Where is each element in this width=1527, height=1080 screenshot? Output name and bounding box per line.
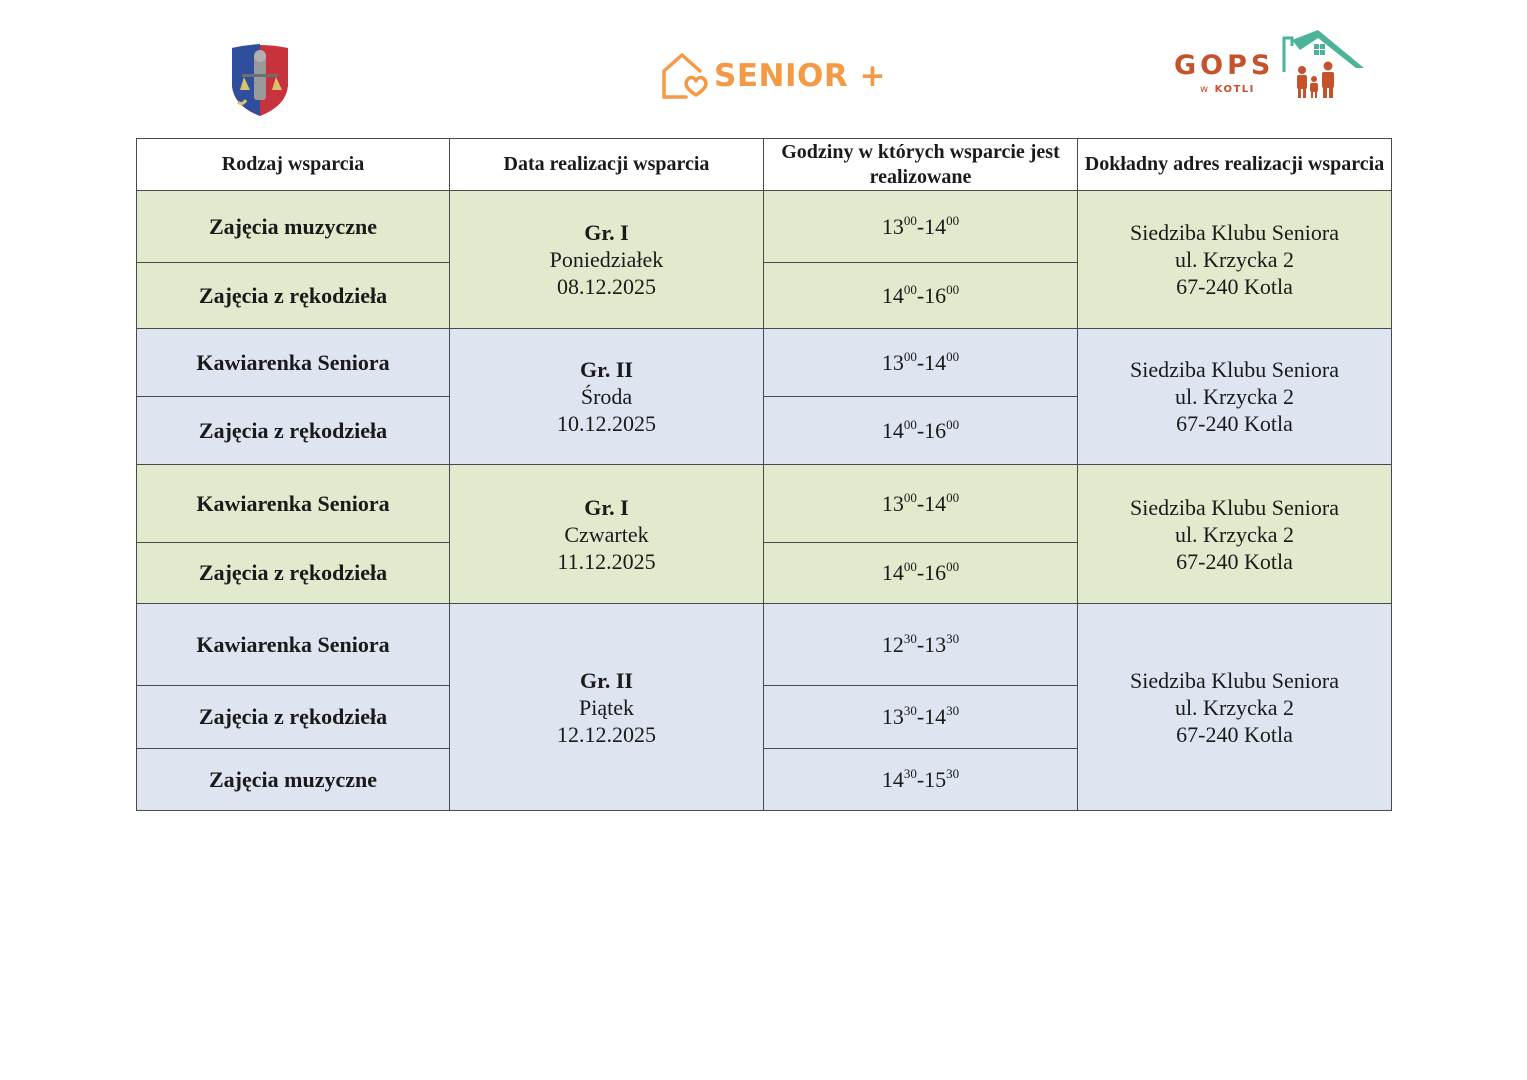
date-label: 10.12.2025	[557, 411, 656, 436]
hours-cell: $13^{00}-14^{00}$	[764, 191, 1078, 263]
hours-cell: $14^{00}-16^{00}$	[764, 397, 1078, 465]
weekday-label: Czwartek	[564, 521, 649, 547]
activity-cell: Zajęcia muzyczne	[137, 749, 450, 811]
group-label: Gr. II	[580, 667, 633, 693]
senior-plus-wordmark: SENIOR +	[714, 58, 886, 94]
hours-cell: $13^{00}-14^{00}$	[764, 329, 1078, 397]
date-label: 12.12.2025	[557, 721, 656, 747]
group-label: Gr. I	[584, 220, 629, 245]
hours-cell: $13^{30}-14^{30}$	[764, 686, 1078, 749]
header-support-type: Rodzaj wsparcia	[137, 139, 450, 191]
address-cell: Siedziba Klubu Seniora ul. Krzycka 2 67-240 Kotla	[1078, 465, 1392, 604]
support-schedule-table	[136, 138, 1392, 811]
table-row	[137, 329, 1392, 397]
house-heart-icon	[660, 51, 710, 101]
activity-cell: Zajęcia z rękodzieła	[137, 543, 450, 604]
hours-cell: $14^{00}-16^{00}$	[764, 543, 1078, 604]
table-row	[137, 191, 1392, 263]
hours-cell: $14^{00}-16^{00}$	[764, 263, 1078, 329]
hours-cell: $13^{00}-14^{00}$	[764, 465, 1078, 543]
gops-wordmark: GOPS	[1174, 50, 1275, 81]
date-cell	[450, 329, 764, 465]
activity-cell: Kawiarenka Seniora	[137, 465, 450, 543]
weekday-label: Środa	[580, 384, 633, 409]
address-cell: Siedziba Klubu Seniora ul. Krzycka 2 67-240 Kotla	[1078, 191, 1392, 329]
gops-subtitle: w KOTLI	[1200, 84, 1255, 95]
activity-cell: Zajęcia z rękodzieła	[137, 397, 450, 465]
gops-logo	[1170, 28, 1366, 102]
header-support-address: Dokładny adres realizacji wsparcia	[1078, 139, 1392, 191]
address-cell: Siedziba Klubu Seniora ul. Krzycka 2 67-240 Kotla	[1078, 329, 1392, 465]
family-house-icon	[1278, 28, 1364, 100]
table-row	[137, 465, 1392, 543]
activity-cell: Kawiarenka Seniora	[137, 329, 450, 397]
coat-of-arms-logo	[228, 42, 292, 118]
coat-of-arms-icon	[228, 42, 292, 118]
hours-cell: $14^{30}-15^{30}$	[764, 749, 1078, 811]
table-header-row	[137, 139, 1392, 191]
activity-cell: Zajęcia z rękodzieła	[137, 686, 450, 749]
date-label: 08.12.2025	[557, 274, 656, 299]
weekday-label: Piątek	[579, 694, 634, 720]
senior-plus-logo	[660, 50, 886, 102]
activity-cell: Kawiarenka Seniora	[137, 604, 450, 686]
header-support-hours: Godziny w których wsparcie jest realizowane	[764, 139, 1078, 191]
hours-cell: $12^{30}-13^{30}$	[764, 604, 1078, 686]
group-label: Gr. I	[584, 494, 629, 520]
date-cell	[450, 465, 764, 604]
header-support-date: Data realizacji wsparcia	[450, 139, 764, 191]
group-label: Gr. II	[580, 357, 633, 382]
weekday-label: Poniedziałek	[549, 247, 664, 272]
address-cell: Siedziba Klubu Seniora ul. Krzycka 2 67-240 Kotla	[1078, 604, 1392, 811]
date-cell	[450, 191, 764, 329]
activity-cell: Zajęcia z rękodzieła	[137, 263, 450, 329]
date-label: 11.12.2025	[557, 548, 656, 574]
date-cell	[450, 604, 764, 811]
table-row	[137, 604, 1392, 686]
activity-cell: Zajęcia muzyczne	[137, 191, 450, 263]
